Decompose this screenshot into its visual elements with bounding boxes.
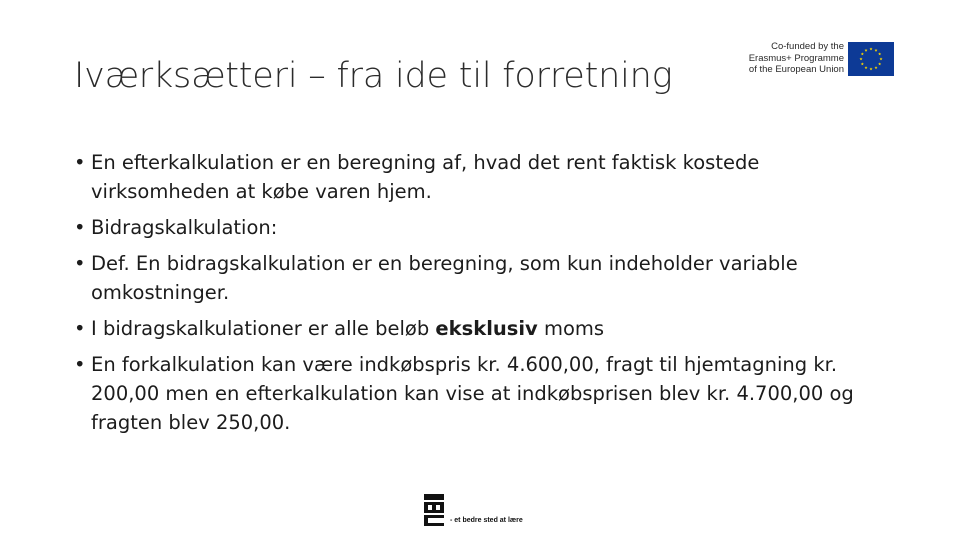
erasmus-cofunded-logo: [738, 41, 894, 78]
eu-logo-text: [738, 41, 844, 76]
eu-flag-icon: [848, 42, 894, 76]
bullet-item: [72, 350, 892, 437]
bullet-text-after: moms: [537, 317, 605, 340]
ibc-logo: [422, 493, 542, 527]
bullet-list: [72, 148, 892, 444]
eu-logo-line: of the European Union: [748, 64, 844, 75]
bullet-text: En forkalkulation kan være indkøbspris kr. 4.600,00, fragt til hjemtagning kr. 200,00 men en efterkalkulation kan vise at indkøbsprisen blev kr. 4.700,00 og fragten blev 250,00.: [91, 353, 854, 434]
bullet-text: Def. En bidragskalkulation er en beregning, som kun indeholder variable omkostninger.: [91, 252, 798, 304]
bullet-text: Bidragskalkulation:: [91, 216, 278, 239]
eu-logo-line: Erasmus+ Programme: [748, 52, 844, 64]
bullet-item: [72, 249, 892, 307]
slide-title: Iværksætteri – fra ide til forretning: [74, 56, 673, 96]
bullet-text: En efterkalkulation er en beregning af, hvad det rent faktisk kostede virksomheden at købe varen hjem.: [91, 151, 760, 203]
ibc-mark-icon: [422, 493, 448, 527]
bullet-item: [72, 148, 892, 206]
bullet-item: [72, 213, 892, 242]
bullet-item: [72, 314, 892, 343]
ibc-tagline: - et bedre sted at lære: [450, 517, 523, 524]
bullet-text-bold: eksklusiv: [435, 317, 538, 340]
eu-logo-line: Co-funded by the: [771, 41, 844, 52]
bullet-text-before: I bidragskalkulationer er alle beløb: [91, 317, 436, 340]
